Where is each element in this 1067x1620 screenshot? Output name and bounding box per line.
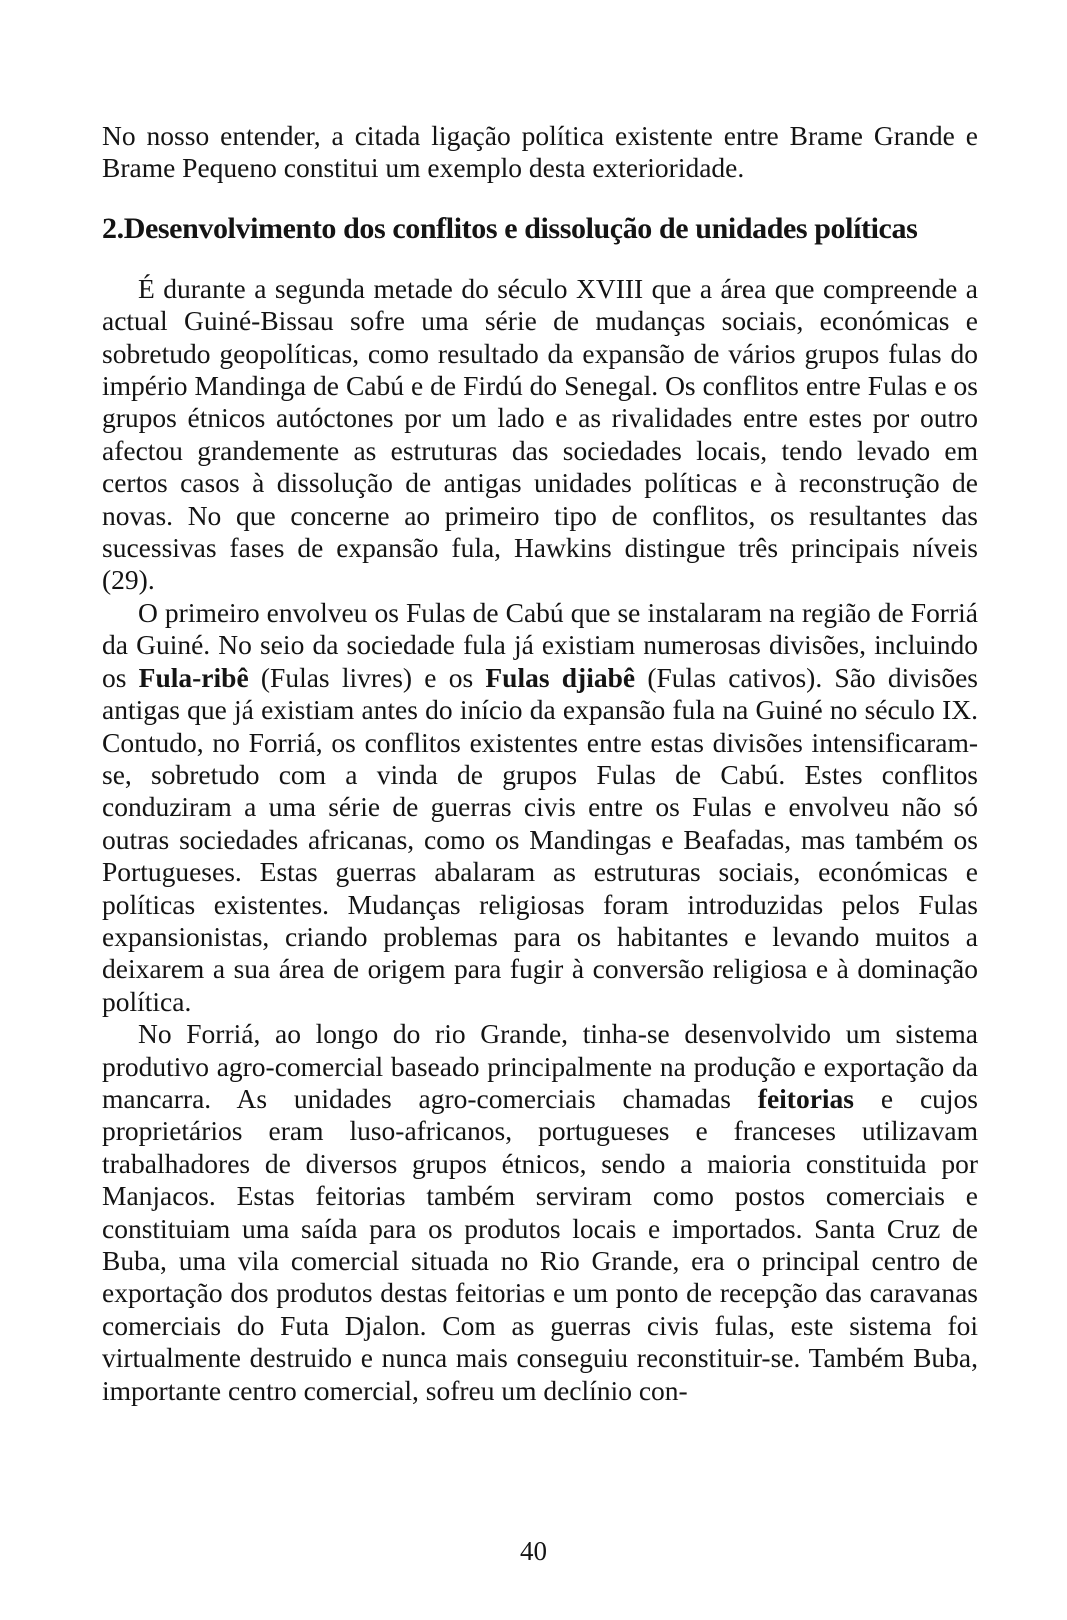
term-fulas-djiabe: Fulas djiabê: [485, 661, 636, 693]
section-heading: 2.Desenvolvimento dos conflitos e dissolução de unidades políticas: [102, 211, 918, 245]
intro-paragraph: No nosso entender, a citada ligação política existente entre Brame Grande e Brame Pequeno constitui um exemplo desta exterioridade.: [102, 120, 978, 184]
paragraph-2-text-1: O primeiro envolveu os Fulas de Cabú que se instalaram na região de Forriá da Guiné. No seio da sociedade fula já existiam numerosas divisões, incluindo os: [102, 596, 978, 693]
paragraph-3: [102, 1018, 978, 1407]
paragraph-2-text-2: (Fulas livres) e os: [248, 661, 486, 693]
paragraph-3-text-2: e cujos proprietários eram luso-africanos, portugueses e franceses utilizavam trabalhadores de diversos grupos étnicos, sendo a maioria constituida por Manjacos. Estas feitorias também serviram como postos comerciais e constituiam uma saída para os produtos locais e importados. Santa Cruz de Buba, uma vila comercial situada no Rio Grande, era o principal centro de exportação dos produtos destas feitorias e um ponto de recepção das caravanas comerciais do Futa Djalon. Com as guerras civis fulas, este sistema foi virtualmente destruido e nunca mais conseguiu reconstituir-se. Também Buba, importante centro comercial, sofreu um declínio con-: [102, 1082, 978, 1406]
paragraph-1: É durante a segunda metade do século XVIII que a área que compreende a actual Guiné-Bissau sofre uma série de mudanças sociais, económicas e sobretudo geopolíticas, como resultado da expansão de vários grupos fulas do império Mandinga de Cabú e de Firdú do Senegal. Os conflitos entre Fulas e os grupos étnicos autóctones por um lado e as rivalidades entre estes por outro afectou grandemente as estruturas das sociedades locais, tendo levado em certos casos à dissolução de antigas unidades políticas e à reconstrução de novas. No que concerne ao primeiro tipo de conflitos, os resultantes das sucessivas fases de expansão fula, Hawkins distingue três principais níveis (29).: [102, 272, 978, 596]
paragraph-2-text-3: (Fulas cativos). São divisões antigas que já existiam antes do início da expansão fula na Guiné no século IX. Contudo, no Forriá, os conflitos existentes entre estas divisões intensificaram-se, sobretudo com a vinda de grupos Fulas de Cabú. Estes conflitos conduziram a uma série de guerras civis entre os Fulas e envolveu não só outras sociedades africanas, como os Mandingas e Beafadas, mas também os Portugueses. Estas guerras abalaram as estruturas sociais, económicas e políticas existentes. Mudanças religiosas foram introduzidas pelos Fulas expansionistas, criando problemas para os habitantes e levando muitos a deixarem a sua área de origem para fugir à conversão religiosa e à dominação política.: [102, 661, 979, 1017]
term-fula-ribe: Fula-ribê: [138, 661, 249, 693]
term-feitorias: feitorias: [757, 1082, 855, 1114]
page-number: 40: [520, 1536, 547, 1566]
paragraph-3-text-1: No Forriá, ao longo do rio Grande, tinha-se desenvolvido um sistema produtivo agro-comercial baseado principalmente na produção e exportação da mancarra. As unidades agro-comerciais chamadas: [102, 1018, 978, 1114]
page-body: [102, 120, 978, 1407]
paragraph-2: [102, 597, 978, 1018]
